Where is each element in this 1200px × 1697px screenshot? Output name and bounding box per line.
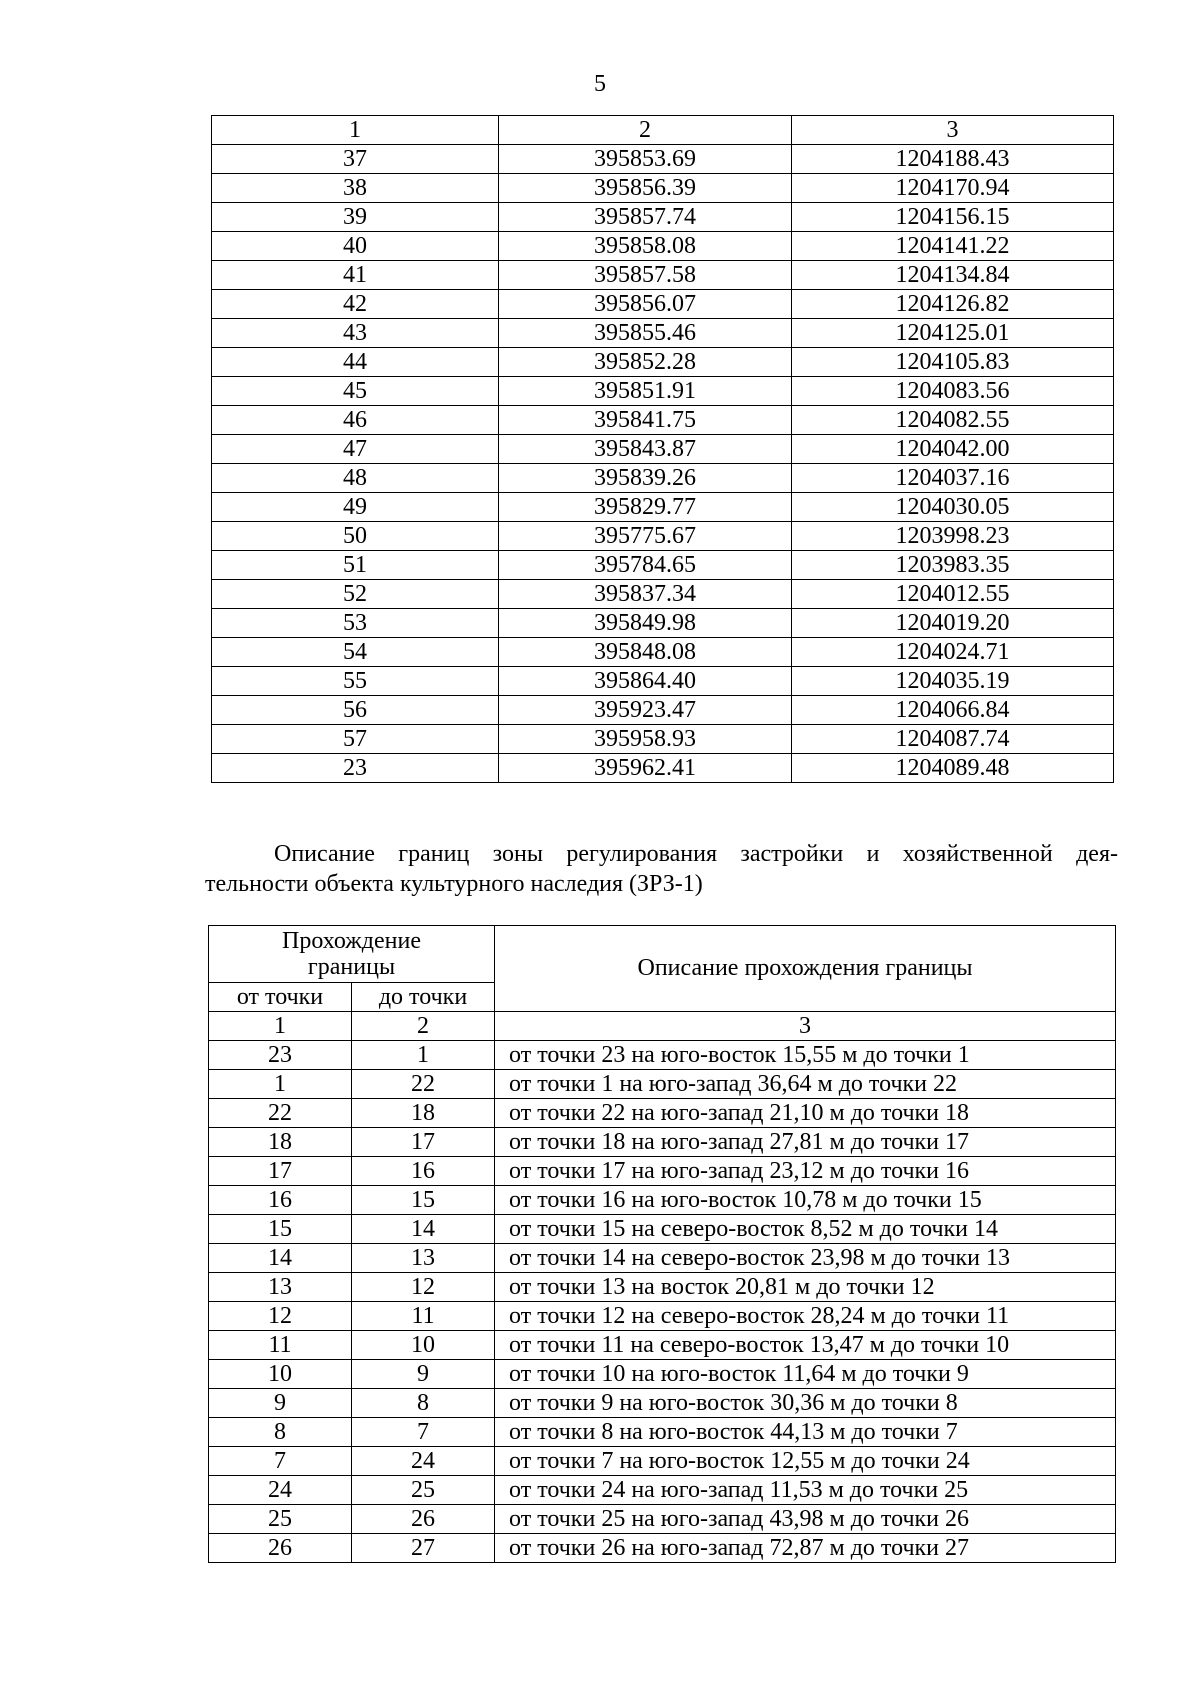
point-number-cell: 51	[212, 551, 499, 580]
from-point-cell: 16	[209, 1186, 352, 1215]
y-coordinate-cell: 1204082.55	[792, 406, 1114, 435]
from-point-cell: 10	[209, 1360, 352, 1389]
point-number-cell: 41	[212, 261, 499, 290]
y-coordinate-cell: 1204089.48	[792, 754, 1114, 783]
table-row	[212, 609, 1114, 638]
table-row	[212, 667, 1114, 696]
to-point-cell: 11	[352, 1302, 495, 1331]
from-point-cell: 17	[209, 1157, 352, 1186]
from-point-cell: 8	[209, 1418, 352, 1447]
point-number-cell: 48	[212, 464, 499, 493]
table-row	[212, 551, 1114, 580]
description-cell: от точки 7 на юго-восток 12,55 м до точки 24	[495, 1447, 1116, 1476]
header-row-top	[209, 926, 1116, 983]
point-number-cell: 40	[212, 232, 499, 261]
table-row	[209, 1534, 1116, 1563]
from-point-cell: 24	[209, 1476, 352, 1505]
table-row	[209, 1389, 1116, 1418]
to-point-cell: 24	[352, 1447, 495, 1476]
y-coordinate-cell: 1204141.22	[792, 232, 1114, 261]
table-row	[209, 1099, 1116, 1128]
y-coordinate-cell: 1204188.43	[792, 145, 1114, 174]
x-coordinate-cell: 395858.08	[499, 232, 792, 261]
from-point-cell: 9	[209, 1389, 352, 1418]
y-coordinate-cell: 1204024.71	[792, 638, 1114, 667]
x-coordinate-cell: 395852.28	[499, 348, 792, 377]
y-coordinate-cell: 1204087.74	[792, 725, 1114, 754]
x-coordinate-cell: 395856.39	[499, 174, 792, 203]
page-number: 5	[594, 71, 606, 97]
point-number-cell: 46	[212, 406, 499, 435]
table-row	[212, 406, 1114, 435]
table-row	[212, 754, 1114, 783]
y-coordinate-cell: 1204125.01	[792, 319, 1114, 348]
column-number-3: 3	[495, 1012, 1116, 1041]
from-point-cell: 23	[209, 1041, 352, 1070]
description-cell: от точки 24 на юго-запад 11,53 м до точки 25	[495, 1476, 1116, 1505]
to-point-cell: 18	[352, 1099, 495, 1128]
table-row	[212, 493, 1114, 522]
table-row	[209, 1505, 1116, 1534]
coordinates-table-body	[212, 116, 1114, 783]
x-coordinate-cell: 395855.46	[499, 319, 792, 348]
point-number-cell: 49	[212, 493, 499, 522]
point-number-cell: 23	[212, 754, 499, 783]
point-number-cell: 38	[212, 174, 499, 203]
table-row	[212, 145, 1114, 174]
x-coordinate-cell: 395851.91	[499, 377, 792, 406]
x-coordinate-cell: 395784.65	[499, 551, 792, 580]
table-row	[209, 1215, 1116, 1244]
y-coordinate-cell: 1204037.16	[792, 464, 1114, 493]
table-row	[209, 1331, 1116, 1360]
table-row	[209, 1186, 1116, 1215]
description-cell: от точки 18 на юго-запад 27,81 м до точки 17	[495, 1128, 1116, 1157]
x-coordinate-cell: 395853.69	[499, 145, 792, 174]
description-cell: от точки 14 на северо-восток 23,98 м до точки 13	[495, 1244, 1116, 1273]
x-coordinate-cell: 395849.98	[499, 609, 792, 638]
y-coordinate-cell: 1204170.94	[792, 174, 1114, 203]
table-row	[209, 1244, 1116, 1273]
table-row	[212, 696, 1114, 725]
y-coordinate-cell: 1204042.00	[792, 435, 1114, 464]
y-coordinate-cell: 1204066.84	[792, 696, 1114, 725]
to-point-cell: 25	[352, 1476, 495, 1505]
y-coordinate-cell: 1204019.20	[792, 609, 1114, 638]
to-point-cell: 14	[352, 1215, 495, 1244]
to-point-cell: 10	[352, 1331, 495, 1360]
from-point-cell: 7	[209, 1447, 352, 1476]
point-number-cell: 39	[212, 203, 499, 232]
table-row	[212, 174, 1114, 203]
point-number-cell: 54	[212, 638, 499, 667]
boundary-description-table	[208, 925, 1116, 1563]
section-paragraph	[205, 839, 1118, 899]
paragraph-line-1: Описание границ зоны регулирования застройки и хозяйственной дея-	[274, 841, 1118, 867]
description-cell: от точки 23 на юго-восток 15,55 м до точки 1	[495, 1041, 1116, 1070]
x-coordinate-cell: 395848.08	[499, 638, 792, 667]
y-coordinate-cell: 1204156.15	[792, 203, 1114, 232]
column-numbers-row	[209, 1012, 1116, 1041]
table-row	[212, 290, 1114, 319]
table-row	[212, 319, 1114, 348]
description-cell: от точки 26 на юго-запад 72,87 м до точки 27	[495, 1534, 1116, 1563]
x-coordinate-cell: 395829.77	[499, 493, 792, 522]
point-number-cell: 50	[212, 522, 499, 551]
to-point-cell: 7	[352, 1418, 495, 1447]
description-cell: от точки 12 на северо-восток 28,24 м до точки 11	[495, 1302, 1116, 1331]
from-point-cell: 22	[209, 1099, 352, 1128]
point-number-cell: 55	[212, 667, 499, 696]
header-passage: Прохождение границы	[209, 926, 495, 983]
to-point-cell: 9	[352, 1360, 495, 1389]
to-point-cell: 27	[352, 1534, 495, 1563]
table-row	[212, 464, 1114, 493]
header-to-point: до точки	[352, 983, 495, 1012]
table-row	[209, 1476, 1116, 1505]
column-number-1: 1	[209, 1012, 352, 1041]
table-row	[209, 1360, 1116, 1389]
from-point-cell: 14	[209, 1244, 352, 1273]
description-cell: от точки 13 на восток 20,81 м до точки 12	[495, 1273, 1116, 1302]
x-coordinate-cell: 395864.40	[499, 667, 792, 696]
table-row	[209, 1273, 1116, 1302]
to-point-cell: 8	[352, 1389, 495, 1418]
point-number-cell: 53	[212, 609, 499, 638]
point-number-cell: 37	[212, 145, 499, 174]
table-row	[212, 232, 1114, 261]
table-row	[209, 1157, 1116, 1186]
table-row	[209, 1041, 1116, 1070]
from-point-cell: 15	[209, 1215, 352, 1244]
from-point-cell: 26	[209, 1534, 352, 1563]
column-number-3: 3	[792, 116, 1114, 145]
from-point-cell: 1	[209, 1070, 352, 1099]
table-row	[212, 435, 1114, 464]
x-coordinate-cell: 395958.93	[499, 725, 792, 754]
point-number-cell: 42	[212, 290, 499, 319]
table-row	[212, 725, 1114, 754]
header-description: Описание прохождения границы	[495, 926, 1116, 1012]
to-point-cell: 13	[352, 1244, 495, 1273]
column-number-2: 2	[352, 1012, 495, 1041]
to-point-cell: 1	[352, 1041, 495, 1070]
point-number-cell: 43	[212, 319, 499, 348]
description-cell: от точки 1 на юго-запад 36,64 м до точки 22	[495, 1070, 1116, 1099]
x-coordinate-cell: 395857.58	[499, 261, 792, 290]
x-coordinate-cell: 395841.75	[499, 406, 792, 435]
y-coordinate-cell: 1204030.05	[792, 493, 1114, 522]
y-coordinate-cell: 1204083.56	[792, 377, 1114, 406]
description-cell: от точки 17 на юго-запад 23,12 м до точки 16	[495, 1157, 1116, 1186]
x-coordinate-cell: 395857.74	[499, 203, 792, 232]
to-point-cell: 22	[352, 1070, 495, 1099]
column-number-2: 2	[499, 116, 792, 145]
y-coordinate-cell: 1204134.84	[792, 261, 1114, 290]
table-row	[209, 1070, 1116, 1099]
point-number-cell: 56	[212, 696, 499, 725]
table-header-row	[212, 116, 1114, 145]
table-row	[212, 348, 1114, 377]
y-coordinate-cell: 1204035.19	[792, 667, 1114, 696]
y-coordinate-cell: 1203983.35	[792, 551, 1114, 580]
to-point-cell: 16	[352, 1157, 495, 1186]
y-coordinate-cell: 1204126.82	[792, 290, 1114, 319]
description-cell: от точки 8 на юго-восток 44,13 м до точки 7	[495, 1418, 1116, 1447]
y-coordinate-cell: 1204012.55	[792, 580, 1114, 609]
coordinates-table	[211, 115, 1114, 783]
point-number-cell: 47	[212, 435, 499, 464]
boundary-table-body	[209, 926, 1116, 1563]
table-row	[209, 1447, 1116, 1476]
table-row	[212, 203, 1114, 232]
point-number-cell: 45	[212, 377, 499, 406]
y-coordinate-cell: 1204105.83	[792, 348, 1114, 377]
column-number-1: 1	[212, 116, 499, 145]
to-point-cell: 17	[352, 1128, 495, 1157]
table-row	[212, 261, 1114, 290]
table-row	[212, 377, 1114, 406]
x-coordinate-cell: 395843.87	[499, 435, 792, 464]
to-point-cell: 26	[352, 1505, 495, 1534]
point-number-cell: 44	[212, 348, 499, 377]
description-cell: от точки 15 на северо-восток 8,52 м до точки 14	[495, 1215, 1116, 1244]
from-point-cell: 25	[209, 1505, 352, 1534]
point-number-cell: 57	[212, 725, 499, 754]
point-number-cell: 52	[212, 580, 499, 609]
from-point-cell: 13	[209, 1273, 352, 1302]
from-point-cell: 12	[209, 1302, 352, 1331]
to-point-cell: 15	[352, 1186, 495, 1215]
from-point-cell: 11	[209, 1331, 352, 1360]
x-coordinate-cell: 395839.26	[499, 464, 792, 493]
table-row	[209, 1418, 1116, 1447]
description-cell: от точки 10 на юго-восток 11,64 м до точки 9	[495, 1360, 1116, 1389]
table-row	[209, 1302, 1116, 1331]
table-row	[212, 522, 1114, 551]
description-cell: от точки 22 на юго-запад 21,10 м до точки 18	[495, 1099, 1116, 1128]
header-from-point: от точки	[209, 983, 352, 1012]
description-cell: от точки 11 на северо-восток 13,47 м до точки 10	[495, 1331, 1116, 1360]
table-row	[212, 580, 1114, 609]
from-point-cell: 18	[209, 1128, 352, 1157]
x-coordinate-cell: 395856.07	[499, 290, 792, 319]
x-coordinate-cell: 395837.34	[499, 580, 792, 609]
x-coordinate-cell: 395775.67	[499, 522, 792, 551]
x-coordinate-cell: 395923.47	[499, 696, 792, 725]
x-coordinate-cell: 395962.41	[499, 754, 792, 783]
paragraph-line-2: тельности объекта культурного наследия (ЗРЗ-1)	[205, 871, 703, 897]
to-point-cell: 12	[352, 1273, 495, 1302]
table-row	[212, 638, 1114, 667]
description-cell: от точки 9 на юго-восток 30,36 м до точки 8	[495, 1389, 1116, 1418]
y-coordinate-cell: 1203998.23	[792, 522, 1114, 551]
table-row	[209, 1128, 1116, 1157]
description-cell: от точки 16 на юго-восток 10,78 м до точки 15	[495, 1186, 1116, 1215]
description-cell: от точки 25 на юго-запад 43,98 м до точки 26	[495, 1505, 1116, 1534]
